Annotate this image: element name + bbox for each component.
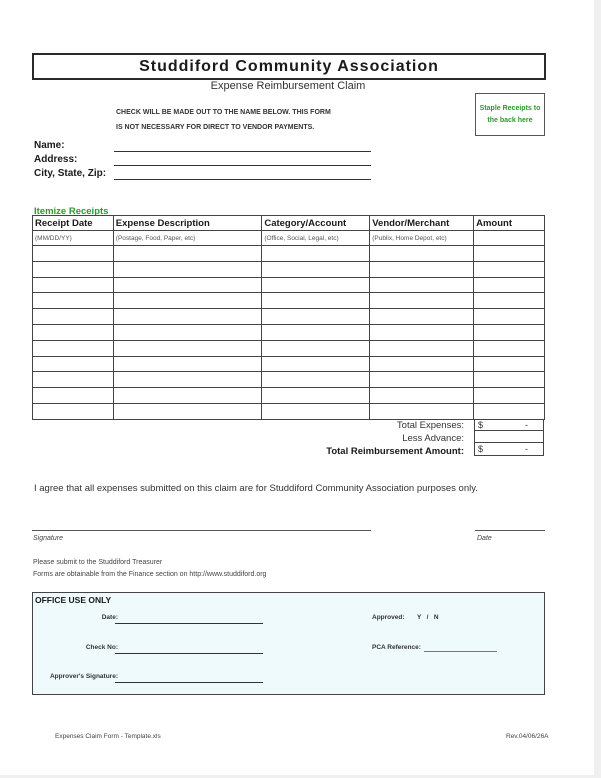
- notice-line-1: CHECK WILL BE MADE OUT TO THE NAME BELOW. THIS FORM: [116, 109, 331, 116]
- cell-receipt-date[interactable]: [33, 356, 114, 372]
- cell-expense-description[interactable]: [113, 246, 262, 262]
- cell-category-account[interactable]: [262, 372, 370, 388]
- receipts-table: [32, 215, 545, 420]
- cell-vendor-merchant[interactable]: [370, 261, 474, 277]
- pca-reference-label: PCA Reference:: [372, 644, 421, 651]
- cell-amount[interactable]: [474, 293, 545, 309]
- total-reimbursement-value: -: [525, 444, 528, 454]
- city-state-zip-label: City, State, Zip:: [34, 168, 107, 179]
- cell-expense-description[interactable]: [113, 293, 262, 309]
- total-reimbursement-currency: $: [478, 444, 484, 454]
- cell-receipt-date[interactable]: [33, 246, 114, 262]
- cell-amount[interactable]: [474, 277, 545, 293]
- form-title: Expense Reimbursement Claim: [210, 80, 366, 92]
- total-reimbursement-cell[interactable]: [474, 443, 544, 456]
- total-expenses-value: -: [525, 419, 528, 430]
- column-header-vendor-merchant: Vendor/Merchant: [370, 216, 474, 231]
- column-header-amount: Amount: [474, 216, 545, 231]
- staple-note-line-1: Staple Receipts to: [479, 104, 541, 112]
- office-date-field[interactable]: [115, 623, 263, 624]
- organization-title: Studdiford Community Association: [32, 53, 546, 80]
- table-row: [33, 246, 545, 262]
- cell-vendor-merchant[interactable]: [370, 324, 474, 340]
- itemize-receipts-heading: Itemize Receipts: [34, 206, 109, 217]
- table-row: [33, 356, 545, 372]
- cell-vendor-merchant[interactable]: [370, 403, 474, 419]
- office-use-section: [32, 592, 545, 695]
- date-label: Date: [477, 535, 492, 542]
- check-no-field[interactable]: [115, 653, 263, 654]
- date-field[interactable]: [475, 530, 545, 531]
- check-no-label: Check No:: [85, 644, 118, 651]
- column-header-category-account: Category/Account: [262, 216, 370, 231]
- cell-expense-description[interactable]: [113, 388, 262, 404]
- footer-file-name: Expenses Claim Form - Template.xls: [55, 733, 161, 740]
- submission-line-1: Please submit to the Studdiford Treasurer: [33, 559, 163, 566]
- total-expenses-label: Total Expenses:: [396, 420, 464, 431]
- table-row: [33, 277, 545, 293]
- table-row: [33, 309, 545, 325]
- hint-amount[interactable]: [474, 231, 545, 246]
- cell-vendor-merchant[interactable]: [370, 309, 474, 325]
- cell-expense-description[interactable]: [113, 261, 262, 277]
- table-header-row: [33, 216, 545, 231]
- pca-reference-field[interactable]: [424, 651, 497, 652]
- cell-category-account[interactable]: [262, 277, 370, 293]
- approver-signature-field[interactable]: [115, 682, 263, 683]
- total-expenses-cell[interactable]: [474, 419, 544, 431]
- name-field[interactable]: [114, 151, 371, 152]
- cell-receipt-date[interactable]: [33, 340, 114, 356]
- cell-amount[interactable]: [474, 246, 545, 262]
- office-date-label: Date:: [101, 614, 118, 621]
- hint-receipt-date[interactable]: (MM/DD/YY): [33, 231, 114, 246]
- cell-expense-description[interactable]: [113, 309, 262, 325]
- cell-expense-description[interactable]: [113, 277, 262, 293]
- cell-expense-description[interactable]: [113, 340, 262, 356]
- cell-receipt-date[interactable]: [33, 324, 114, 340]
- name-label: Name:: [34, 140, 65, 151]
- table-hint-row: [33, 231, 545, 246]
- cell-category-account[interactable]: [262, 261, 370, 277]
- cell-vendor-merchant[interactable]: [370, 372, 474, 388]
- staple-receipts-note: [475, 93, 545, 136]
- cell-amount[interactable]: [474, 403, 545, 419]
- approved-label: Approved:: [372, 614, 405, 621]
- cell-category-account[interactable]: [262, 293, 370, 309]
- cell-amount[interactable]: [474, 309, 545, 325]
- cell-amount[interactable]: [474, 388, 545, 404]
- cell-category-account[interactable]: [262, 324, 370, 340]
- signature-field[interactable]: [32, 530, 371, 531]
- signature-label: Signature: [33, 535, 63, 542]
- total-reimbursement-label: Total Reimbursement Amount:: [326, 446, 464, 457]
- cell-receipt-date[interactable]: [33, 261, 114, 277]
- agreement-statement: I agree that all expenses submitted on this claim are for Studdiford Community Association purposes only.: [34, 483, 478, 494]
- cell-category-account[interactable]: [262, 388, 370, 404]
- approver-signature-label: Approver's Signature:: [49, 673, 118, 680]
- cell-vendor-merchant[interactable]: [370, 356, 474, 372]
- cell-vendor-merchant[interactable]: [370, 277, 474, 293]
- table-row: [33, 403, 545, 419]
- table-row: [33, 261, 545, 277]
- table-row: [33, 324, 545, 340]
- submission-line-2: Forms are obtainable from the Finance section on http://www.studdiford.org: [33, 571, 267, 578]
- cell-vendor-merchant[interactable]: [370, 340, 474, 356]
- less-advance-label: Less Advance:: [402, 433, 464, 444]
- cell-vendor-merchant[interactable]: [370, 388, 474, 404]
- cell-category-account[interactable]: [262, 356, 370, 372]
- office-use-title: OFFICE USE ONLY: [35, 595, 112, 605]
- staple-note-line-2: the back here: [487, 116, 533, 124]
- hint-expense-description[interactable]: (Postage, Food, Paper, etc): [113, 231, 262, 246]
- hint-category-account[interactable]: (Office, Social, Legal, etc): [262, 231, 370, 246]
- cell-amount[interactable]: [474, 324, 545, 340]
- hint-vendor-merchant[interactable]: (Publix, Home Depot, etc): [370, 231, 474, 246]
- total-expenses-currency: $: [478, 419, 484, 430]
- cell-expense-description[interactable]: [113, 403, 262, 419]
- cell-category-account[interactable]: [262, 403, 370, 419]
- cell-amount[interactable]: [474, 356, 545, 372]
- address-label: Address:: [34, 154, 78, 165]
- table-row: [33, 372, 545, 388]
- cell-receipt-date[interactable]: [33, 293, 114, 309]
- cell-receipt-date[interactable]: [33, 277, 114, 293]
- cell-category-account[interactable]: [262, 246, 370, 262]
- cell-expense-description[interactable]: [113, 356, 262, 372]
- cell-receipt-date[interactable]: [33, 309, 114, 325]
- table-row: [33, 340, 545, 356]
- table-row: [33, 388, 545, 404]
- cell-vendor-merchant[interactable]: [370, 293, 474, 309]
- approved-yes-no-options[interactable]: Y / N: [417, 614, 439, 621]
- cell-amount[interactable]: [474, 261, 545, 277]
- cell-category-account[interactable]: [262, 309, 370, 325]
- footer-revision: Rev.04/06/26A: [506, 733, 549, 740]
- cell-receipt-date[interactable]: [33, 372, 114, 388]
- cell-amount[interactable]: [474, 372, 545, 388]
- column-header-expense-description: Expense Description: [113, 216, 262, 231]
- city-state-zip-field[interactable]: [114, 179, 371, 180]
- cell-expense-description[interactable]: [113, 324, 262, 340]
- cell-amount[interactable]: [474, 340, 545, 356]
- notice-line-2: IS NOT NECESSARY FOR DIRECT TO VENDOR PAYMENTS.: [116, 124, 315, 131]
- cell-expense-description[interactable]: [113, 372, 262, 388]
- cell-receipt-date[interactable]: [33, 388, 114, 404]
- less-advance-cell[interactable]: [474, 431, 544, 443]
- table-row: [33, 293, 545, 309]
- cell-vendor-merchant[interactable]: [370, 246, 474, 262]
- column-header-receipt-date: Receipt Date: [33, 216, 114, 231]
- address-field[interactable]: [114, 165, 371, 166]
- cell-receipt-date[interactable]: [33, 403, 114, 419]
- cell-category-account[interactable]: [262, 340, 370, 356]
